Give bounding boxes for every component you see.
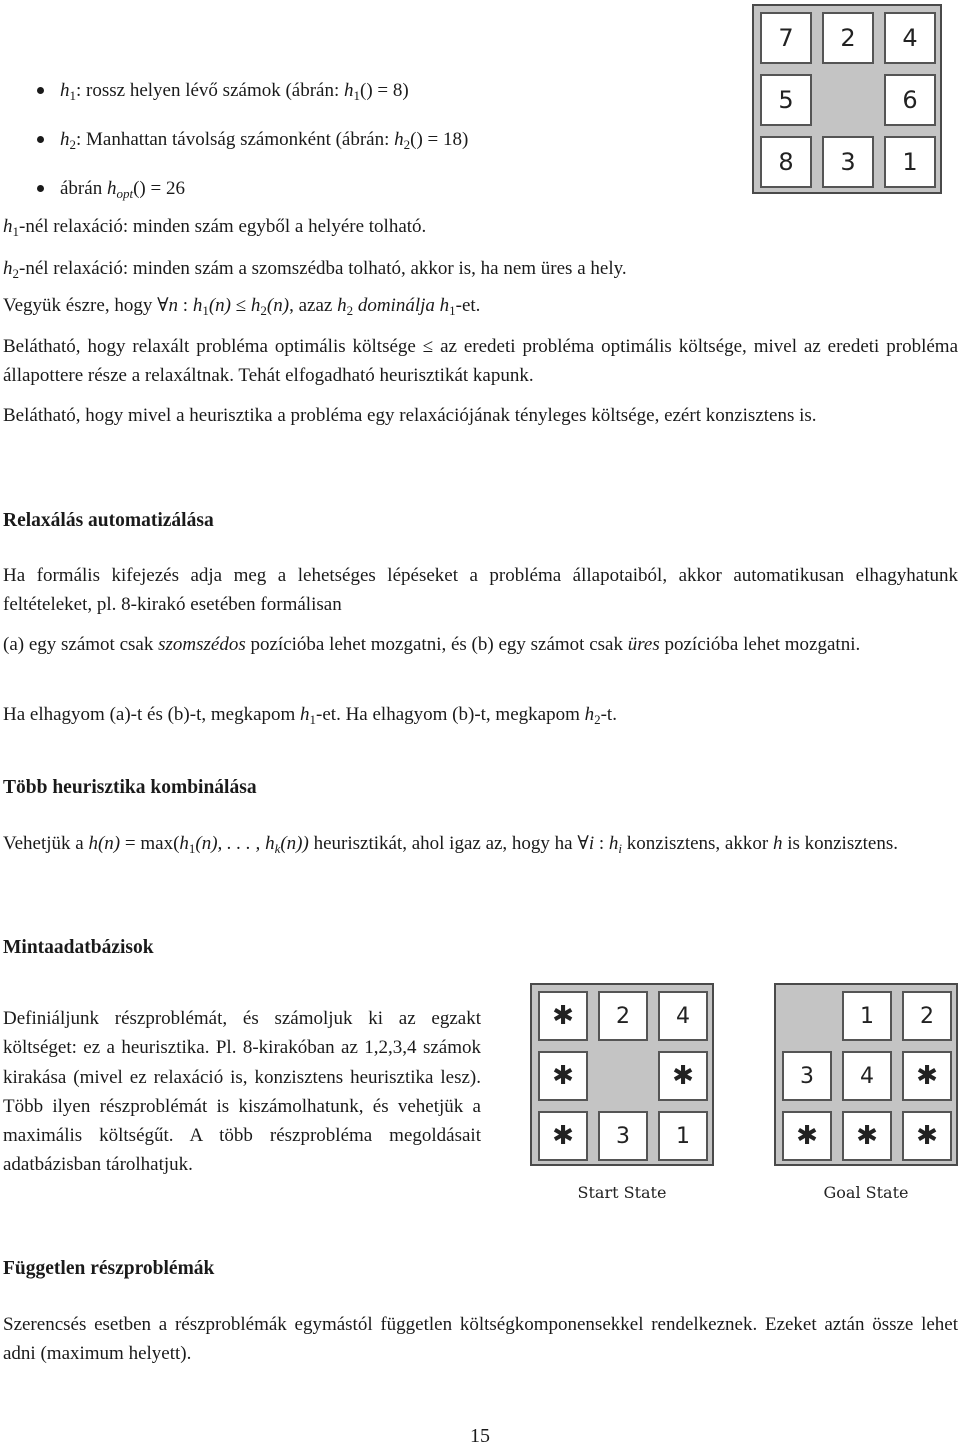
bullet-dot (37, 87, 44, 94)
puzzle-cell-wildcard: ✱ (902, 1111, 952, 1161)
paragraph-drop-conditions: Ha elhagyom (a)-t és (b)-t, megkapom $h_1-et$. Ha elhagyom (b)-t, megkapom $h_2-t$. (3, 704, 617, 727)
line-h1-relaxation: $h_1$-nél relaxáció: minden szám egyből a helyére tolható. (3, 216, 427, 239)
start-state-puzzle (530, 983, 714, 1166)
puzzle-cell-wildcard: ✱ (902, 1051, 952, 1101)
line-dominance: Vegyük észre, hogy ∀n : $h_1(n) \le h_2(n)$, azaz $h_2$ dominálja $h_1-et$. (3, 295, 481, 318)
puzzle-cell-blank (822, 74, 874, 126)
puzzle-cell: 6 (884, 74, 936, 126)
puzzle-cell-wildcard: ✱ (658, 1051, 708, 1101)
puzzle-cell: 1 (884, 136, 936, 188)
puzzle-cell: 2 (902, 991, 952, 1041)
paragraph-admissible: Belátható, hogy relaxált probléma optimális költsége ≤ az eredeti probléma optimális költsége, mivel az eredeti probléma állapottere része a relaxáltnak. Tehát elfogadható heurisztikát kapunk. (3, 336, 958, 386)
puzzle-cell: 2 (822, 12, 874, 64)
puzzle-cell: 4 (884, 12, 936, 64)
section-title-independent: Független részproblémák (3, 1258, 215, 1279)
puzzle-cell: 4 (658, 991, 708, 1041)
section-title-relaxation: Relaxálás automatizálása (3, 510, 214, 531)
paragraph-conditions: (a) egy számot csak szomszédos pozícióba lehet mozgatni, és (b) egy számot csak üres pozícióba lehet mozgatni. (3, 634, 861, 655)
bullet-dot (37, 185, 44, 192)
puzzle-cell-wildcard: ✱ (538, 1051, 588, 1101)
puzzle-cell-wildcard: ✱ (782, 1111, 832, 1161)
section-title-pattern-db: Mintaadatbázisok (3, 937, 154, 958)
start-state-caption: Start State (577, 1183, 667, 1202)
paragraph-consistent: Belátható, hogy mivel a heurisztika a probléma egy relaxációjának tényleges költsége, ezért konzisztens is. (3, 405, 817, 426)
section-title-combination: Több heurisztika kombinálása (3, 777, 257, 798)
puzzle-cell-blank (598, 1051, 648, 1101)
puzzle-cell: 4 (842, 1051, 892, 1101)
puzzle-cell: 8 (760, 136, 812, 188)
page-number: 15 (470, 1425, 490, 1447)
puzzle-cell: 1 (658, 1111, 708, 1161)
puzzle-cell-wildcard: ✱ (842, 1111, 892, 1161)
puzzle-cell: 2 (598, 991, 648, 1041)
top-puzzle-figure (752, 4, 942, 194)
puzzle-cell-wildcard: ✱ (538, 991, 588, 1041)
paragraph-independent: Szerencsés esetben a részproblémák egymástól független költségkomponensekkel rendelkeznek. Ezeket aztán össze lehet adni (maximum helyett). (3, 1314, 958, 1364)
bullet-h1: $h_1$: rossz helyen lévő számok (ábrán: $h_1() = 8$) (60, 80, 409, 103)
line-h2-relaxation: $h_2$-nél relaxáció: minden szám a szomszédba tolható, akkor is, ha nem üres a hely. (3, 258, 627, 281)
paragraph-pattern-db: Definiáljunk részproblémát, és számoljuk ki az egzakt költséget: ez a heurisztika. Pl. 8-kirakóban az 1,2,3,4 számok kirakása (mivel ez relaxáció is, konzisztens heurisztika lesz). Több ilyen részproblémát is kiszámolhatunk, és vehetjük a maximális költségűt. A több részprobléma megoldásait adatbázisban tárolhatjuk. (3, 1008, 481, 1176)
puzzle-cell: 5 (760, 74, 812, 126)
puzzle-cell-blank (782, 991, 832, 1041)
puzzle-cell: 3 (822, 136, 874, 188)
puzzle-cell: 7 (760, 12, 812, 64)
puzzle-cell-wildcard: ✱ (538, 1111, 588, 1161)
puzzle-cell: 1 (842, 991, 892, 1041)
paragraph-max-heuristic: Vehetjük a $h(n) = \max(h_1(n)$, . . . , $h_k(n)$) heurisztikát, ahol igaz az, hogy ha ∀i : $h_i$ konzisztens, akkor h is konzisztens. (3, 833, 899, 856)
bullet-h2: $h_2$: Manhattan távolság számonként (ábrán: $h_2() = 18$) (60, 129, 469, 152)
puzzle-cell: 3 (782, 1051, 832, 1101)
goal-state-caption: Goal State (823, 1183, 909, 1202)
goal-state-puzzle (774, 983, 958, 1166)
bullet-dot (37, 136, 44, 143)
paragraph-formal: Ha formális kifejezés adja meg a lehetséges lépéseket a probléma állapotaiból, akkor automatikusan elhagyhatunk feltételeket, pl. 8-kirakó esetében formálisan (3, 565, 958, 615)
bullet-hopt: ábrán $h_{opt}() = 26$ (60, 178, 185, 201)
puzzle-cell: 3 (598, 1111, 648, 1161)
